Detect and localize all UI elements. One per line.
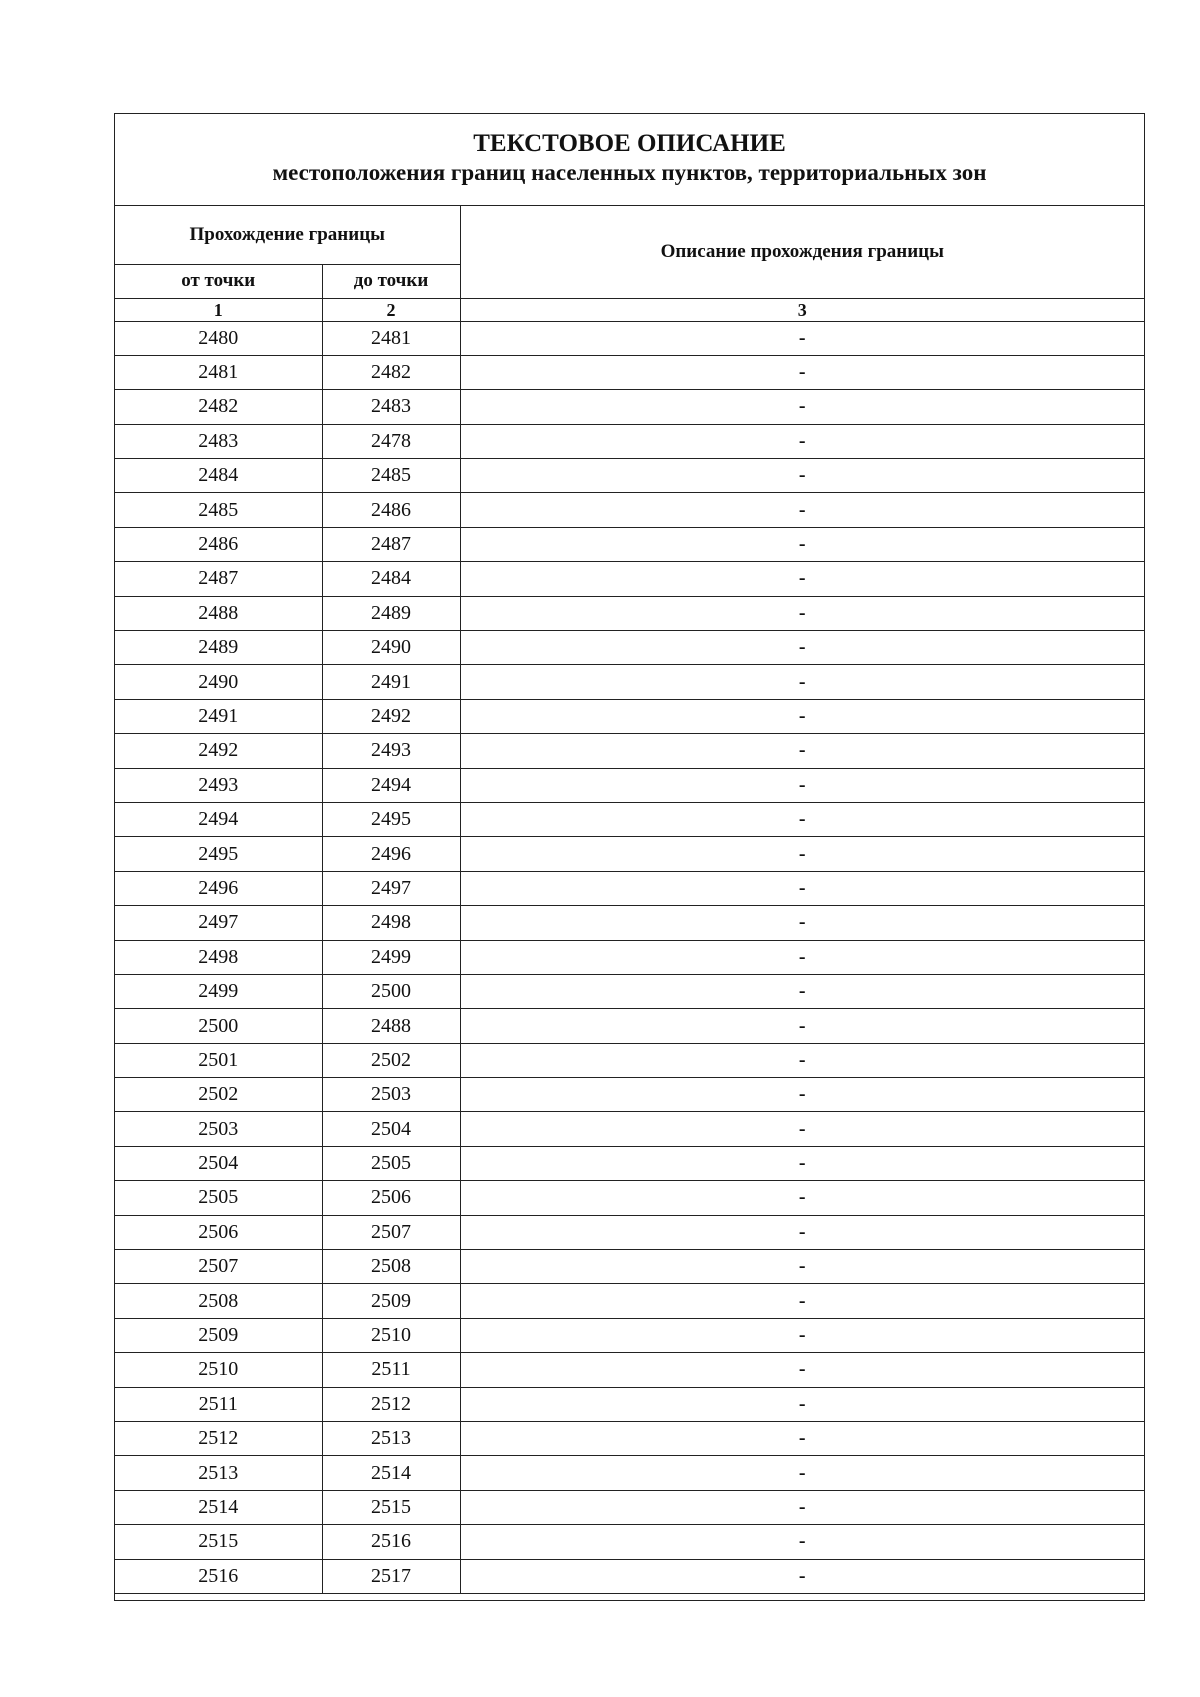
cell-description: - (460, 1181, 1144, 1215)
table-row (115, 321, 1144, 355)
cell-from-point: 2507 (115, 1250, 322, 1284)
cell-from-point: 2500 (115, 1009, 322, 1043)
cell-to-point: 2486 (322, 493, 460, 527)
cell-to-point: 2508 (322, 1250, 460, 1284)
cell-description: - (460, 1387, 1144, 1421)
cell-to-point: 2481 (322, 321, 460, 355)
cell-from-point: 2480 (115, 321, 322, 355)
table-row (115, 1112, 1144, 1146)
cell-description: - (460, 1043, 1144, 1077)
table-row (115, 459, 1144, 493)
cell-to-point: 2507 (322, 1215, 460, 1249)
table-row (115, 1146, 1144, 1180)
table-row (115, 527, 1144, 561)
table-row (115, 906, 1144, 940)
cell-description: - (460, 940, 1144, 974)
table-row (115, 1387, 1144, 1421)
cell-to-point: 2497 (322, 871, 460, 905)
cell-to-point: 2494 (322, 768, 460, 802)
cell-to-point: 2509 (322, 1284, 460, 1318)
cell-description: - (460, 906, 1144, 940)
cell-description: - (460, 1250, 1144, 1284)
column-number-1: 1 (115, 298, 322, 321)
cell-to-point: 2487 (322, 527, 460, 561)
cell-from-point: 2502 (115, 1078, 322, 1112)
cell-from-point: 2511 (115, 1387, 322, 1421)
table-row (115, 424, 1144, 458)
cell-from-point: 2497 (115, 906, 322, 940)
cell-description: - (460, 1009, 1144, 1043)
cell-from-point: 2512 (115, 1422, 322, 1456)
document-title: ТЕКСТОВОЕ ОПИСАНИЕ (473, 130, 786, 157)
table-row (115, 940, 1144, 974)
table-row (115, 699, 1144, 733)
table-row (115, 665, 1144, 699)
cell-to-point: 2516 (322, 1525, 460, 1559)
cell-to-point: 2513 (322, 1422, 460, 1456)
cell-to-point: 2485 (322, 459, 460, 493)
cell-description: - (460, 1318, 1144, 1352)
cell-to-point: 2492 (322, 699, 460, 733)
cell-from-point: 2492 (115, 734, 322, 768)
cell-description: - (460, 1146, 1144, 1180)
table-row (115, 596, 1144, 630)
cell-from-point: 2498 (115, 940, 322, 974)
cell-from-point: 2489 (115, 631, 322, 665)
cell-to-point: 2490 (322, 631, 460, 665)
table-row (115, 562, 1144, 596)
cell-from-point: 2483 (115, 424, 322, 458)
cell-to-point: 2483 (322, 390, 460, 424)
cell-description: - (460, 1525, 1144, 1559)
cell-description: - (460, 596, 1144, 630)
cell-description: - (460, 665, 1144, 699)
cell-to-point: 2506 (322, 1181, 460, 1215)
cell-to-point: 2478 (322, 424, 460, 458)
cell-description: - (460, 974, 1144, 1008)
cell-from-point: 2491 (115, 699, 322, 733)
document-sheet (114, 113, 1145, 1601)
cell-from-point: 2490 (115, 665, 322, 699)
cell-from-point: 2503 (115, 1112, 322, 1146)
table-row (115, 1009, 1144, 1043)
cell-from-point: 2515 (115, 1525, 322, 1559)
cell-description: - (460, 527, 1144, 561)
cell-from-point: 2504 (115, 1146, 322, 1180)
table-row (115, 1318, 1144, 1352)
cell-description: - (460, 1456, 1144, 1490)
cell-from-point: 2510 (115, 1353, 322, 1387)
header-to-point: до точки (322, 264, 460, 298)
table-body (115, 321, 1144, 1593)
cell-from-point: 2487 (115, 562, 322, 596)
cell-from-point: 2499 (115, 974, 322, 1008)
table-row (115, 1250, 1144, 1284)
cell-to-point: 2489 (322, 596, 460, 630)
cell-description: - (460, 1078, 1144, 1112)
cell-description: - (460, 734, 1144, 768)
cell-from-point: 2493 (115, 768, 322, 802)
table-bottom-border (115, 1594, 1144, 1600)
cell-to-point: 2488 (322, 1009, 460, 1043)
cell-description: - (460, 390, 1144, 424)
document-subtitle: местоположения границ населенных пунктов, территориальных зон (272, 160, 987, 185)
cell-from-point: 2486 (115, 527, 322, 561)
boundary-table (115, 206, 1144, 1594)
cell-to-point: 2484 (322, 562, 460, 596)
table-row (115, 837, 1144, 871)
cell-description: - (460, 1215, 1144, 1249)
cell-description: - (460, 1422, 1144, 1456)
cell-from-point: 2513 (115, 1456, 322, 1490)
table-row (115, 1215, 1144, 1249)
cell-from-point: 2506 (115, 1215, 322, 1249)
cell-to-point: 2499 (322, 940, 460, 974)
table-row (115, 1422, 1144, 1456)
table-row (115, 1353, 1144, 1387)
cell-description: - (460, 631, 1144, 665)
table-row (115, 355, 1144, 389)
cell-to-point: 2505 (322, 1146, 460, 1180)
cell-from-point: 2508 (115, 1284, 322, 1318)
cell-to-point: 2512 (322, 1387, 460, 1421)
cell-to-point: 2498 (322, 906, 460, 940)
column-number-2: 2 (322, 298, 460, 321)
cell-description: - (460, 355, 1144, 389)
cell-from-point: 2514 (115, 1490, 322, 1524)
cell-description: - (460, 802, 1144, 836)
cell-from-point: 2488 (115, 596, 322, 630)
cell-to-point: 2491 (322, 665, 460, 699)
cell-to-point: 2482 (322, 355, 460, 389)
cell-from-point: 2501 (115, 1043, 322, 1077)
header-boundary-passage: Прохождение границы (115, 206, 460, 264)
cell-from-point: 2496 (115, 871, 322, 905)
cell-description: - (460, 1490, 1144, 1524)
table-row (115, 1284, 1144, 1318)
table-row (115, 802, 1144, 836)
cell-description: - (460, 562, 1144, 596)
cell-to-point: 2502 (322, 1043, 460, 1077)
cell-to-point: 2517 (322, 1559, 460, 1593)
table-row (115, 493, 1144, 527)
table-row (115, 974, 1144, 1008)
cell-to-point: 2493 (322, 734, 460, 768)
table-row (115, 1181, 1144, 1215)
table-row (115, 768, 1144, 802)
cell-description: - (460, 768, 1144, 802)
table-row (115, 631, 1144, 665)
cell-to-point: 2495 (322, 802, 460, 836)
header-description: Описание прохождения границы (460, 206, 1144, 298)
cell-to-point: 2515 (322, 1490, 460, 1524)
table-row (115, 1490, 1144, 1524)
cell-description: - (460, 459, 1144, 493)
cell-to-point: 2511 (322, 1353, 460, 1387)
cell-to-point: 2500 (322, 974, 460, 1008)
cell-from-point: 2495 (115, 837, 322, 871)
cell-to-point: 2496 (322, 837, 460, 871)
cell-description: - (460, 871, 1144, 905)
table-row (115, 1078, 1144, 1112)
cell-from-point: 2509 (115, 1318, 322, 1352)
header-from-point: от точки (115, 264, 322, 298)
cell-from-point: 2485 (115, 493, 322, 527)
cell-to-point: 2503 (322, 1078, 460, 1112)
cell-from-point: 2484 (115, 459, 322, 493)
cell-description: - (460, 699, 1144, 733)
table-row (115, 390, 1144, 424)
cell-description: - (460, 321, 1144, 355)
cell-from-point: 2494 (115, 802, 322, 836)
table-row (115, 734, 1144, 768)
column-number-3: 3 (460, 298, 1144, 321)
cell-to-point: 2514 (322, 1456, 460, 1490)
cell-description: - (460, 493, 1144, 527)
title-block (115, 114, 1144, 206)
cell-to-point: 2510 (322, 1318, 460, 1352)
table-row (115, 1456, 1144, 1490)
cell-description: - (460, 1284, 1144, 1318)
table-row (115, 1525, 1144, 1559)
cell-description: - (460, 424, 1144, 458)
table-row (115, 1043, 1144, 1077)
table-row (115, 871, 1144, 905)
cell-description: - (460, 837, 1144, 871)
cell-description: - (460, 1112, 1144, 1146)
table-row (115, 1559, 1144, 1593)
cell-from-point: 2505 (115, 1181, 322, 1215)
cell-to-point: 2504 (322, 1112, 460, 1146)
cell-from-point: 2482 (115, 390, 322, 424)
cell-description: - (460, 1353, 1144, 1387)
cell-description: - (460, 1559, 1144, 1593)
cell-from-point: 2516 (115, 1559, 322, 1593)
cell-from-point: 2481 (115, 355, 322, 389)
